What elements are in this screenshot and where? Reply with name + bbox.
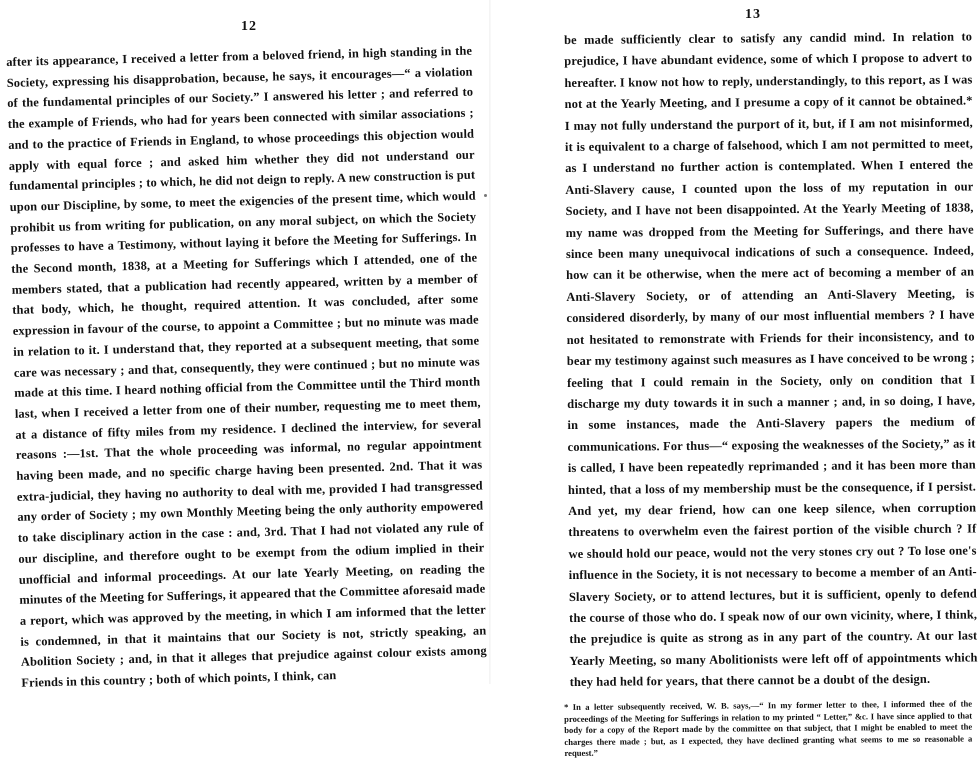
left-page: [0, 0, 490, 690]
right-page-body-text: be made sufficiently clear to satisfy any candid mind. In relation to prejudice, I have abundant evidence, some of which I propose to advert to hereafter. I know not how to reply, understandingly, to this report, as I was not at the Yearly Meeting, and I presume a copy of it cannot be obtained.* I may not fully understand the purport of it, but, if I am not misinformed, it is equivalent to a charge of falsehood, which I am not permitted to meet, as I understand no further action is contemplated. When I entered the Anti-Slavery cause, I counted upon the loss of my reputation in our Society, and I have not been disappointed. At the Yearly Meeting of 1838, my name was dropped from the Meeting for Sufferings, and there have since been many unequivocal indications of such a consequence. Indeed, how can it be otherwise, when the mere act of becoming a member of an Anti-Slavery Society, or of attending an Anti-Slavery Meeting, is considered disorderly, by many of our most influential members ? I have not hesitated to remonstrate with Friends for their inconsistency, and to bear my testimony against such measures as I have conceived to be wrong ; feeling that I could remain in the Society, only on condition that I discharge my duty towards it in such a manner ; and, in so doing, I have, in some instances, made the Anti-Slavery papers the medium of communications. For thus—“ exposing the weaknesses of the Society,” as it is called, I have been repeatedly reprimanded ; and it has been more than hinted, that a loss of my membership must be the consequence, if I persist. And yet, my dear friend, how can one keep silence, when corruption threatens to overwhelm even the fairest portion of the visible church ? If we should hold our peace, would not the very stones cry out ? To lose one's influence in the Society, it is not necessary to become a member of an Anti-Slavery Society, or to attend lectures, but it is sufficient, openly to defend the course of those who do. I speak now of our own vicinity, where, I think, the prejudice is quite as strong as in any part of the country. At our last Yearly Meeting, so many Abolitionists were left off of appointments which they had held for years, that there cannot be a doubt of the design.: [564, 29, 978, 690]
page-mark: [484, 194, 487, 197]
page-number-right: 13: [745, 7, 761, 22]
right-page: [490, 0, 980, 758]
footnote: * In a letter subsequently received, W. B. says,—“ In my former letter to thee, I informed thee of the proceedings of the Meeting for Sufferings in relation to my printed “ Letter,” &c. I have since applied to that body for a copy of the Report made by the committee on that subject, that I might be enabled to meet the charges there made ; but, as I expected, they have declined granting what seems to me so reasonable a request.”: [564, 698, 973, 758]
page-number-left: 12: [241, 19, 257, 34]
left-page-body-text: after its appearance, I received a letter from a beloved friend, in high standing in the Society, expressing his disapprobation, because, he says, it encourages—“ a violation of the fundamental principles of our Society.” I answered his letter ; and referred to the example of Friends, who had for years been connected with similar associations ; and to the practice of Friends in England, to whose proceedings this objection would apply with equal force ; and asked him whether they did not understand our fundamental principles ; to which, he did not deign to reply. A new construction is put upon our Discipline, by some, to meet the exigencies of the present time, which would prohibit us from writing for publication, on any moral subject, on which the Society professes to have a Testimony, without laying it before the Meeting for Sufferings. In the Second month, 1838, at a Meeting for Sufferings which I attended, one of the members stated, that a publication had recently appeared, written by a member of that body, which, he thought, required attention. It was concluded, after some expression in favour of the course, to appoint a Committee ; but no minute was made in relation to it. I understand that, they reported at a subsequent meeting, that some care was necessary ; and that, consequently, they were continued ; but no minute was made at this time. I heard nothing official from the Committee until the Third month last, when I received a letter from one of their number, requesting me to meet them, at a distance of fifty miles from my residence. I declined the interview, for several reasons :—1st. That the whole proceeding was informal, no regular appointment having been made, and no specific charge having been presented. 2nd. That it was extra-judicial, they having no authority to deal with me, provided I had transgressed any order of Society ; my own Monthly Meeting being the only authority empowered to take disciplinary action in the case : and, 3rd. That I had not violated any rule of our discipline, and therefore ought to be exempt from the odium implied in their unofficial and informal proceedings. At our late Yearly Meeting, on reading the minutes of the Meeting for Sufferings, it appeared that the Committee aforesaid made a report, which was approved by the meeting, in which I am informed that the letter is condemned, in that it maintains that our Society is not, strictly speaking, an Abolition Society ; and, in that it alleges that prejudice against colour exists among Friends in this country ; both of which points, I think, can: [6, 43, 487, 690]
